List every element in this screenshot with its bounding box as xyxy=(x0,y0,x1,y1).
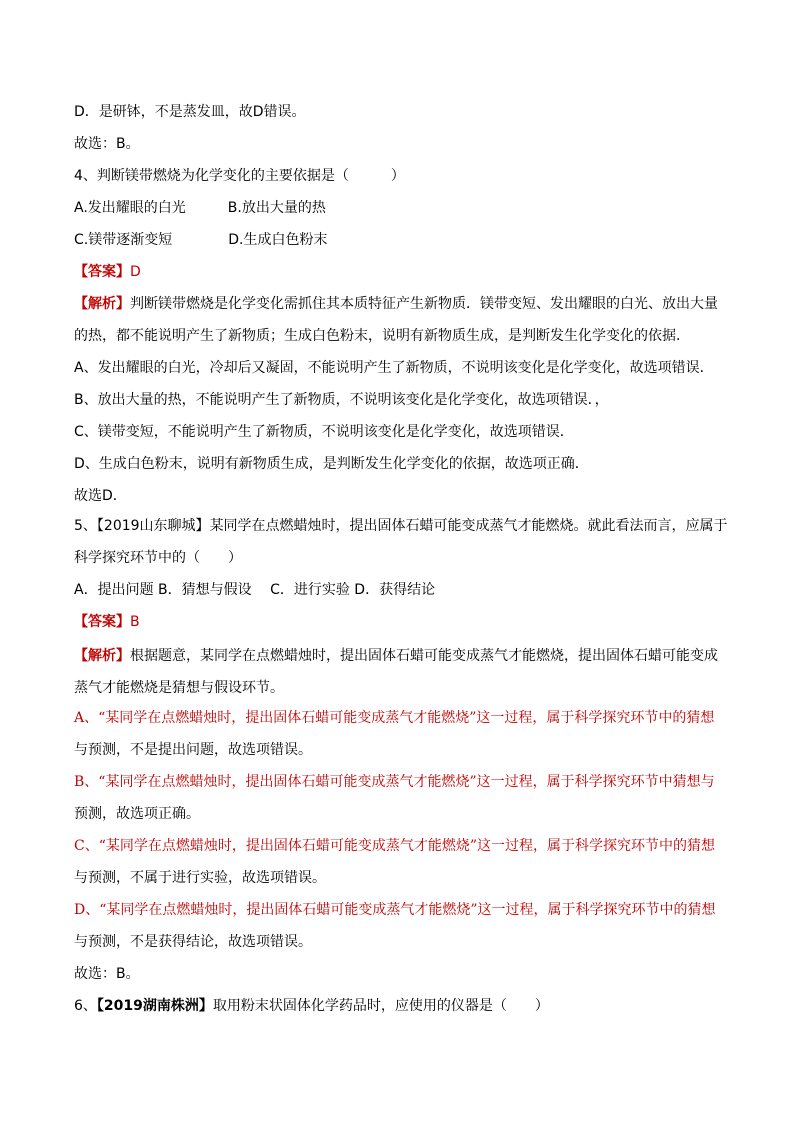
q4-analysis-label: 【解析】 xyxy=(74,296,130,312)
q4-stem: 4、判断镁带燃烧为化学变化的主要依据是（ ） xyxy=(74,168,405,184)
q4-analysis-text-1: 判断镁带燃烧是化学变化需抓住其本质特征产生新物质．镁带变短、发出耀眼的白光、放出大量 xyxy=(130,296,718,312)
q5-analysis-text-1: 根据题意，某同学在点燃蜡烛时，提出固体石蜡可能变成蒸气才能燃烧，提出固体石蜡可能变成 xyxy=(130,648,718,664)
q6-stem xyxy=(74,996,724,1016)
q5-item-b-line-2: 预测，故选项正确。 xyxy=(74,806,200,822)
q5-options: A．提出问题 B．猜想与假设 C．进行实验 D．获得结论 xyxy=(74,582,436,598)
q5-conclusion: 故选：B。 xyxy=(74,966,140,982)
q4-conclusion: 故选D． xyxy=(74,488,127,504)
q4-answer-value: D xyxy=(130,264,141,280)
q5-analysis-line-2: 蒸气才能燃烧是猜想与假设环节。 xyxy=(74,680,284,696)
q4-answer-label: 【答案】 xyxy=(74,264,130,280)
prev-conclusion: 故选：B。 xyxy=(74,136,140,152)
q4-item-c: C、镁带变短，不能说明产生了新物质，不说明该变化是化学变化，故选项错误． xyxy=(74,424,574,440)
q4-options-line-2: C.镁带逐渐变短 D.生成白色粉末 xyxy=(74,232,328,248)
q4-item-d: D、生成白色粉末，说明有新物质生成，是判断发生化学变化的依据，故选项正确． xyxy=(74,456,589,472)
q4-analysis-line-2: 的热，都不能说明产生了新物质；生成白色粉末，说明有新物质生成，是判断发生化学变化的依据． xyxy=(74,328,690,344)
q6-number: 6、 xyxy=(74,998,97,1014)
q5-item-d-line-1: D、“某同学在点燃蜡烛时，提出固体石蜡可能变成蒸气才能燃烧”这一过程，属于科学探究环节中的猜想 xyxy=(74,902,716,918)
q5-item-a-line-1: A、“某同学在点燃蜡烛时，提出固体石蜡可能变成蒸气才能燃烧”这一过程，属于科学探究环节中的猜想 xyxy=(74,710,715,726)
q6-source: 【2019湖南株洲】 xyxy=(96,998,213,1014)
q5-item-c-line-2: 与预测，不属于进行实验，故选项错误。 xyxy=(74,870,326,886)
q5-stem-line-2: 科学探究环节中的（ ） xyxy=(74,550,242,566)
q5-stem-text-1: 某同学在点燃蜡烛时，提出固体石蜡可能变成蒸气才能燃烧。就此看法而言，应属于 xyxy=(209,518,728,534)
prev-option-d: D．是研钵，不是蒸发皿，故D错误。 xyxy=(74,104,306,120)
q5-item-c-line-1: C、“某同学在点燃蜡烛时，提出固体石蜡可能变成蒸气才能燃烧”这一过程，属于科学探究环节中的猜想 xyxy=(74,838,716,854)
q5-analysis-label: 【解析】 xyxy=(74,648,130,664)
q5-item-b-line-1: B、“某同学在点燃蜡烛时，提出固体石蜡可能变成蒸气才能燃烧”这一过程，属于科学探究环节中猜想与 xyxy=(74,774,715,790)
q4-item-b: B、放出大量的热，不能说明产生了新物质，不说明该变化是化学变化，故选项错误．， xyxy=(74,392,609,408)
q5-item-d-line-2: 与预测，不是获得结论，故选项错误。 xyxy=(74,934,312,950)
q4-answer xyxy=(74,262,724,282)
q5-stem-line-1 xyxy=(74,516,728,536)
q5-answer-value: B xyxy=(130,614,140,630)
q4-item-a: A、发出耀眼的白光，冷却后又凝固，不能说明产生了新物质，不说明该变化是化学变化，故选项错误． xyxy=(74,360,714,376)
q5-analysis-line-1 xyxy=(74,646,724,666)
q4-analysis-line-1 xyxy=(74,294,724,314)
q6-stem-text: 取用粉末状固体化学药品时，应使用的仪器是（ ） xyxy=(212,998,549,1014)
q5-source: 【2019山东聊城】 xyxy=(96,518,210,534)
q5-number: 5、 xyxy=(74,518,97,534)
q4-options-line-1: A.发出耀眼的白光 B.放出大量的热 xyxy=(74,200,326,216)
q5-answer-label: 【答案】 xyxy=(74,614,130,630)
q5-answer xyxy=(74,612,724,632)
q5-item-a-line-2: 与预测，不是提出问题，故选项错误。 xyxy=(74,742,312,758)
